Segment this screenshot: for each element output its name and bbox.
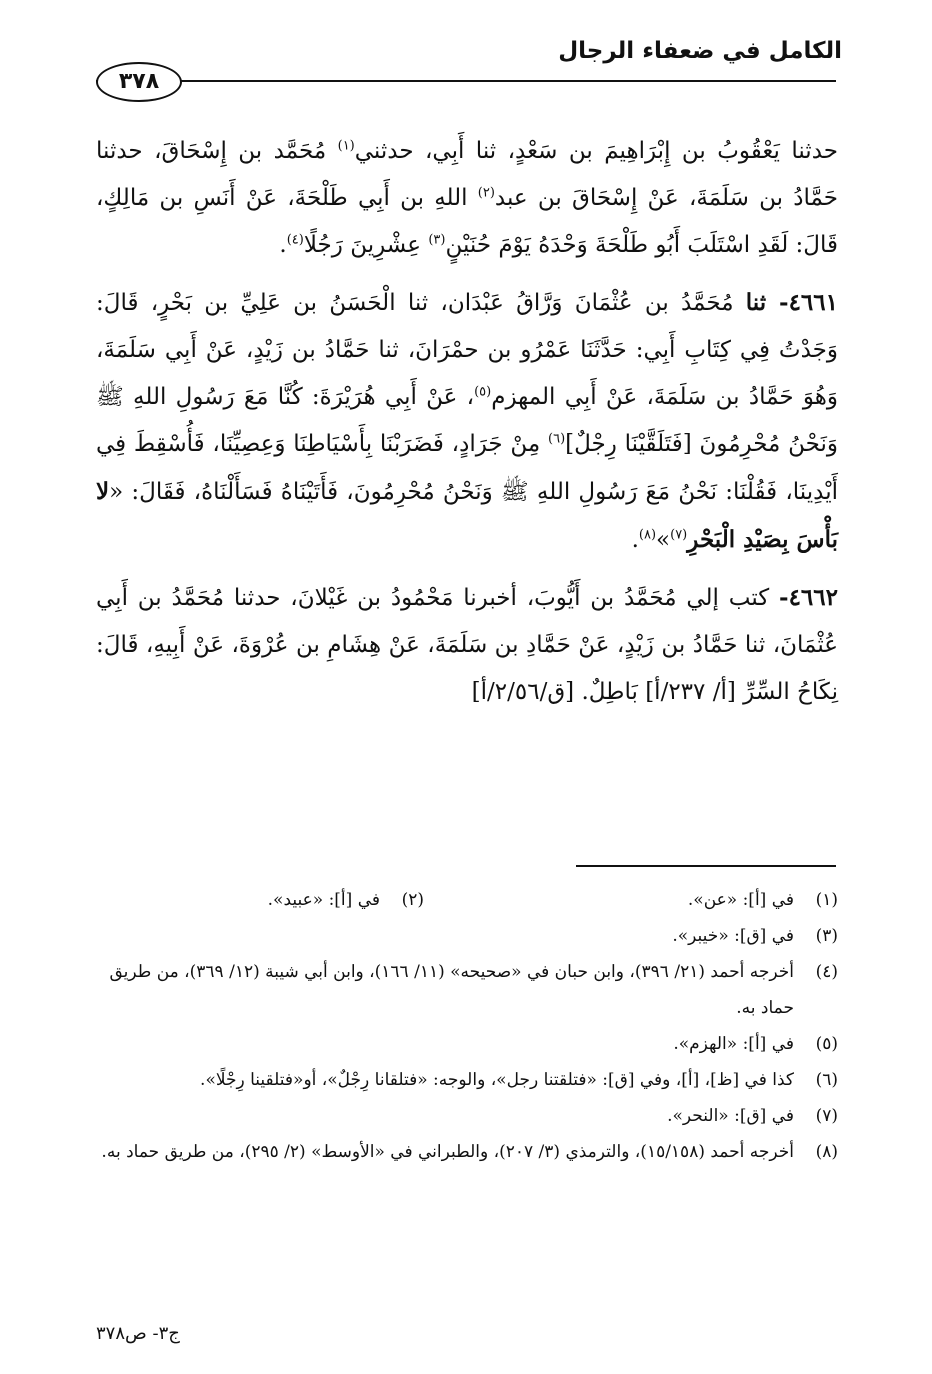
footnote-marker: (٨) bbox=[638, 527, 657, 543]
book-title: الكامل في ضعفاء الرجال bbox=[558, 38, 842, 64]
text-segment: مُحَمَّد بن إِسْحَاقَ، حدثنا حَمَّادُ بن سَلَمَةَ، عَنْ إِسْحَاقَ بن عبد bbox=[96, 138, 839, 211]
footnote-number: (٧) bbox=[815, 1106, 838, 1126]
text-segment: . bbox=[279, 232, 287, 258]
footnote-text: في [أ]: «الهزم». bbox=[673, 1034, 794, 1054]
text-segment: عِشْرِينَ رَجُلًا bbox=[303, 232, 429, 258]
footnote-number: (٦) bbox=[815, 1070, 838, 1090]
page-number-badge: ٣٧٨ bbox=[96, 62, 182, 102]
hadith-text: لا بَأْسَ بِصَيْدِ الْبَحْرِ bbox=[96, 478, 838, 553]
footnote-7 bbox=[96, 1098, 838, 1134]
text-segment: مُحَمَّدُ بن عُثْمَانَ وَرَّاقُ عَبْدَان، ثنا الْحَسَنُ بن عَلِيِّ بن بَحْرٍ، قَالَ: وَجَدْتُ فِي كِتَابِ أَبِي: حَدَّثَنَا عَمْرُو بن حمْرَانَ، ثنا حَمَّادُ بن زَيْدٍ، عَنْ أَبِي سَلَمَةَ، وَهُوَ حَمَّادُ بن سَلَمَةَ، عَنْ أَبِي المهزم bbox=[96, 290, 838, 410]
text-segment: » bbox=[656, 527, 671, 553]
footnote-5 bbox=[96, 1026, 838, 1062]
paragraph bbox=[96, 574, 838, 716]
footnote-marker: (١) bbox=[337, 138, 355, 154]
footnote-text: كذا في [ظ]، [أ]، وفي [ق]: «فتلقتنا رجل»، والوجه: «فتلقانا رِجْلٌ»، أو«فتلقينا رِجْلًا». bbox=[200, 1070, 794, 1090]
footnote-3 bbox=[96, 918, 838, 954]
footnote-text: أخرجه أحمد (٢١/ ٣٩٦)، وابن حبان في «صحيحه» (١١/ ١٦٦)، وابن أبي شيبة (١٢/ ٣٦٩)، من طريق حماد به. bbox=[109, 962, 794, 1018]
footnote-8 bbox=[96, 1134, 838, 1170]
text-segment: . bbox=[631, 527, 639, 553]
footnote-separator bbox=[576, 865, 836, 867]
footnote-marker: (٤) bbox=[286, 232, 304, 248]
text-segment: حدثنا يَعْقُوبُ بن إِبْرَاهِيمَ بن سَعْدٍ، ثنا أَبِي، حدثني bbox=[354, 138, 838, 164]
paragraph bbox=[96, 128, 838, 269]
footnote-text: في [أ]: «عن». bbox=[687, 890, 794, 910]
footnote-marker: (٣) bbox=[428, 232, 446, 248]
footnote-marker: (٢) bbox=[477, 185, 495, 201]
footnotes bbox=[96, 882, 838, 1170]
footnote-2 bbox=[10, 882, 424, 918]
header-rule bbox=[96, 80, 836, 82]
footnote-marker: (٧) bbox=[670, 527, 688, 543]
footnote-6 bbox=[96, 1062, 838, 1098]
footnote-marker: (٦) bbox=[548, 431, 566, 447]
footnote-marker: (٥) bbox=[474, 384, 492, 400]
text-segment: مِنْ جَرَادٍ، فَضَرَبْنَا بِأَسْيَاطِنَا وَعِصِيِّنَا، فَأُسْقِطَ فِي أَيْدِينَا، فَقُلْنَا: نَحْنُ مَعَ رَسُولِ اللهِ ﷺ وَنَحْنُ مُحْرِمُونَ، فَأَتَيْنَاهُ فَسَأَلْنَاهُ، فَقَالَ: « bbox=[96, 431, 838, 505]
text-segment: اللهِ بن أَبِي طَلْحَةَ، عَنْ أَنَسِ بن مَالِكٍ، قَالَ: لَقَدِ اسْتَلَبَ أَبُو طَلْحَةَ وَحْدَهُ يَوْمَ حُنَيْنٍ bbox=[96, 185, 838, 258]
footnote-text: أخرجه أحمد (١٥/١٥٨)، والترمذي (٣/ ٢٠٧)، والطبراني في «الأوسط» (٢/ ٢٩٥)، من طريق حماد به. bbox=[101, 1142, 794, 1162]
footnote-text: في [ق]: «خيبر». bbox=[672, 926, 794, 946]
footnote-number: (٤) bbox=[815, 962, 838, 982]
footnote-text: في [ق]: «النحر». bbox=[667, 1106, 794, 1126]
narration-keyword: ثنا bbox=[745, 289, 780, 316]
text-segment: ، عَنْ أَبِي هُرَيْرَةَ: كُنَّا مَعَ رَسُولِ اللهِ ﷺ وَنَحْنُ مُحْرِمُونَ [فَتَلَقَّيْنَا رِجْلٌ] bbox=[96, 384, 839, 457]
paragraph bbox=[96, 279, 838, 564]
volume-page-reference: ج٣- ص٣٧٨ bbox=[96, 1323, 180, 1344]
footnote-number: (٢) bbox=[401, 890, 424, 910]
hadith-number: ٤٦٦١- bbox=[779, 289, 838, 316]
main-text bbox=[96, 128, 838, 726]
hadith-number: ٤٦٦٢- bbox=[779, 584, 838, 611]
footnote-number: (٣) bbox=[815, 926, 838, 946]
footnote-1 bbox=[424, 882, 838, 918]
footnote-number: (١) bbox=[815, 890, 838, 910]
footnote-number: (٥) bbox=[815, 1034, 838, 1054]
footnote-4 bbox=[96, 954, 838, 1026]
footnote-number: (٨) bbox=[815, 1142, 838, 1162]
text-segment: كتب إلي مُحَمَّدُ بن أَيُّوبَ، أخبرنا مَحْمُودُ بن غَيْلانَ، حدثنا مُحَمَّدُ بن أَبِي عُثْمَانَ، ثنا حَمَّادُ بن زَيْدٍ، عَنْ حَمَّادِ بن سَلَمَةَ، عَنْ هِشَامِ بن عُرْوَةَ، عَنْ أَبِيهِ، قَالَ: نِكَاحُ السِّرِّ [أ/ ٢٣٧/أ] بَاطِلٌ. [ق/٢/٥٦/أ] bbox=[96, 585, 838, 705]
footnote-row bbox=[96, 882, 838, 918]
footnote-text: في [أ]: «عبيد». bbox=[267, 890, 380, 910]
